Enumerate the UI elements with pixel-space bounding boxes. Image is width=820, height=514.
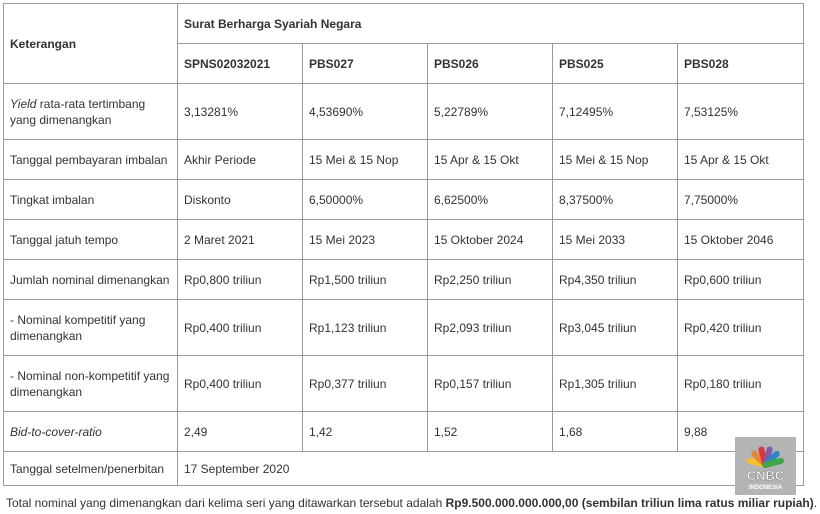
table-cell: 15 Mei 2023 — [303, 220, 428, 260]
table-cell: Rp1,500 triliun — [303, 260, 428, 300]
settlement-date: 17 September 2020 — [178, 452, 804, 486]
table-cell: 7,53125% — [678, 84, 804, 140]
row-header-label: Keterangan — [4, 4, 178, 84]
row-label: Tingkat imbalan — [4, 180, 178, 220]
series-header: PBS028 — [678, 44, 804, 84]
series-header: PBS025 — [553, 44, 678, 84]
row-label-emphasis: Yield — [10, 96, 37, 111]
table-row — [4, 300, 804, 356]
table-cell: Rp2,250 triliun — [428, 260, 553, 300]
footnote — [6, 496, 817, 510]
table-cell: 1,68 — [553, 412, 678, 452]
auction-results-table — [3, 3, 804, 486]
table-cell: 7,75000% — [678, 180, 804, 220]
table-cell: 9,88 — [678, 412, 804, 452]
table-cell: 8,37500% — [553, 180, 678, 220]
peacock-logo-icon — [735, 437, 796, 495]
cnbc-indonesia-logo — [735, 437, 796, 495]
table-row — [4, 452, 804, 486]
table-cell: 1,52 — [428, 412, 553, 452]
footnote-total: Rp9.500.000.000.000,00 (sembilan triliun lima ratus miliar rupiah) — [445, 496, 814, 510]
table-cell: Rp3,045 triliun — [553, 300, 678, 356]
table-row — [4, 180, 804, 220]
table-cell: Rp0,400 triliun — [178, 356, 303, 412]
table-cell: Diskonto — [178, 180, 303, 220]
table-cell: Rp1,123 triliun — [303, 300, 428, 356]
table-cell: 5,22789% — [428, 84, 553, 140]
group-header: Surat Berharga Syariah Negara — [178, 4, 804, 44]
series-header: PBS026 — [428, 44, 553, 84]
table-cell: 7,12495% — [553, 84, 678, 140]
table-cell: 15 Apr & 15 Okt — [678, 140, 804, 180]
table-cell: Rp0,600 triliun — [678, 260, 804, 300]
footnote-text: Total nominal yang dimenangkan dari kelima seri yang ditawarkan tersebut adalah — [6, 496, 446, 510]
table-cell: 1,42 — [303, 412, 428, 452]
table-cell: 15 Oktober 2024 — [428, 220, 553, 260]
table-row — [4, 84, 804, 140]
series-header: PBS027 — [303, 44, 428, 84]
logo-wordmark: CNBC — [746, 468, 785, 483]
table-cell: Rp0,400 triliun — [178, 300, 303, 356]
table-cell: 15 Mei & 15 Nop — [303, 140, 428, 180]
table-cell: 15 Oktober 2046 — [678, 220, 804, 260]
table-cell: Rp1,305 triliun — [553, 356, 678, 412]
row-label: - Nominal kompetitif yang dimenangkan — [4, 300, 178, 356]
table-cell: 15 Mei 2033 — [553, 220, 678, 260]
row-label: Tanggal jatuh tempo — [4, 220, 178, 260]
table-row — [4, 412, 804, 452]
table-cell: 2 Maret 2021 — [178, 220, 303, 260]
logo-subtext: INDONESIA — [748, 485, 783, 491]
table-row — [4, 260, 804, 300]
table-cell: 3,13281% — [178, 84, 303, 140]
row-label: Tanggal pembayaran imbalan — [4, 140, 178, 180]
table-cell: Rp0,157 triliun — [428, 356, 553, 412]
table-row — [4, 356, 804, 412]
row-label: Tanggal setelmen/penerbitan — [4, 452, 178, 486]
table-cell: 2,49 — [178, 412, 303, 452]
table-cell: 6,50000% — [303, 180, 428, 220]
row-label: Bid-to-cover-ratio — [4, 412, 178, 452]
table-cell: Akhir Periode — [178, 140, 303, 180]
table-cell: Rp4,350 triliun — [553, 260, 678, 300]
row-label: Jumlah nominal dimenangkan — [4, 260, 178, 300]
table-cell: Rp0,420 triliun — [678, 300, 804, 356]
peacock-feather — [766, 461, 782, 465]
table-cell: Rp0,800 triliun — [178, 260, 303, 300]
table-row — [4, 220, 804, 260]
table-cell: 6,62500% — [428, 180, 553, 220]
table-cell: Rp0,377 triliun — [303, 356, 428, 412]
table-cell: 15 Apr & 15 Okt — [428, 140, 553, 180]
table-row — [4, 140, 804, 180]
table-cell: Rp0,180 triliun — [678, 356, 804, 412]
footnote-tail: . — [813, 496, 818, 510]
table-cell: Rp2,093 triliun — [428, 300, 553, 356]
table-cell: 15 Mei & 15 Nop — [553, 140, 678, 180]
row-label: - Nominal non-kompetitif yang dimenangkan — [4, 356, 178, 412]
row-label-text: rata-rata tertimbang yang dimenangkan — [10, 96, 146, 127]
table-cell: 4,53690% — [303, 84, 428, 140]
series-header: SPNS02032021 — [178, 44, 303, 84]
row-label — [4, 84, 178, 140]
